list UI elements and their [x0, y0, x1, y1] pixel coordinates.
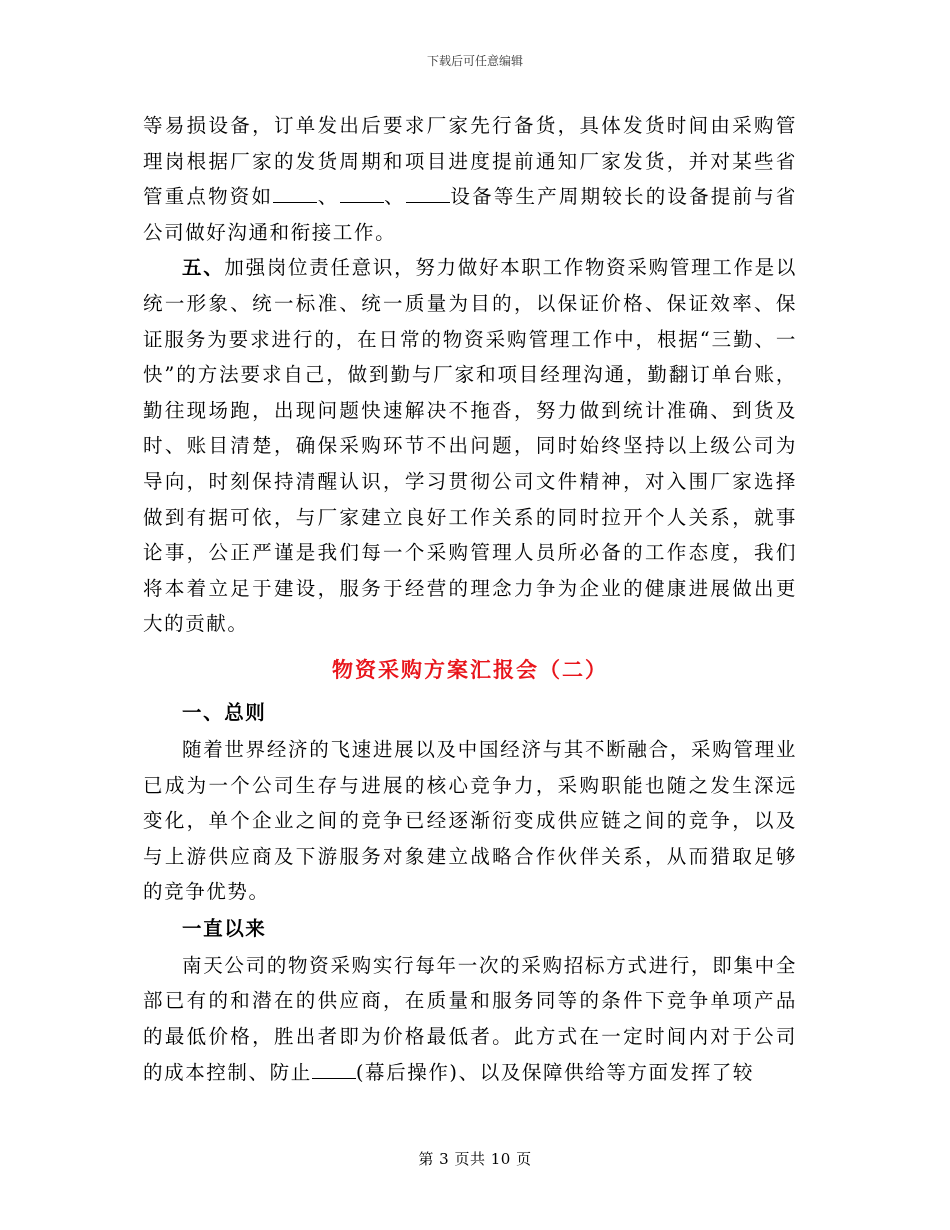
page-number: 第 3 页共 10 页: [418, 1150, 532, 1168]
paragraph-nantian: [143, 948, 797, 1090]
paragraph-responsibility: [143, 250, 797, 642]
paragraph-text: (幕后操作)、以及保障供给等方面发挥了较: [355, 1060, 755, 1084]
fill-blank: [312, 1060, 356, 1079]
page-header: 下载后可任意编辑: [426, 54, 523, 68]
paragraph-text: 加强岗位责任意识，努力做好本职工作物资采购管理工作是以统一形象、统一标准、统一质量为目的，以保证价格、保证效率、保证服务为要求进行的，在日常的物资采购管理工作中，根据“三勤、一快”的方法要求自己，做到勤与厂家和项目经理沟通，勤翻订单台账，勤往现场跑，出现问题快速解决不拖沓，努力做到统计准确、到货及时、账目清楚，确保采购环节不出问题，同时始终坚持以上级公司为导向，时刻保持清醒认识，学习贯彻公司文件精神，对入围厂家选择做到有据可依，与厂家建立良好工作关系的同时拉开个人关系，就事论事，公正严谨是我们每一个采购管理人员所必备的工作态度，我们将本着立足于建设，服务于经营的理念力争为企业的健康进展做出更大的贡献。: [143, 256, 797, 636]
separator: 、: [317, 185, 340, 209]
paragraph-text: 设备等生产周期较长的设备提前与省公司做好沟通和衔接工作。: [143, 185, 798, 244]
fill-blank: [340, 184, 384, 203]
paragraph-text: 南天公司的物资采购实行每年一次的采购招标方式进行，即集中全部已有的和潜在的供应商，在质量和服务同等的条件下竞争单项产品的最低价格，胜出者即为价格最低者。此方式在一定时间内对于公司的成本控制、防止: [143, 953, 797, 1084]
separator: 、: [383, 185, 406, 209]
section-title: 物资采购方案汇报会（二）: [332, 656, 608, 682]
paragraph-equipment: [143, 108, 797, 250]
fill-blank: [273, 184, 317, 203]
paragraph-general: 随着世界经济的飞速进展以及中国经济与其不断融合，采购管理业已成为一个公司生存与进展的核心竞争力，采购职能也随之发生深远变化，单个企业之间的竞争已经逐渐衍变成供应链之间的竞争，以及与上游供应商及下游服务对象建立战略合作伙伴关系，从而猎取足够的竞争优势。: [143, 737, 797, 904]
fill-blank: [406, 184, 450, 203]
document-body: [143, 108, 797, 1090]
paragraph-text: 等易损设备，订单发出后要求厂家先行备货，具体发货时间由采购管理岗根据厂家的发货周期和项目进度提前通知厂家发货，并对某些省管重点物资如: [143, 114, 797, 209]
item-number: 五、: [182, 256, 225, 280]
subheading-always: 一直以来: [182, 916, 267, 940]
subheading-general: 一、总则: [182, 700, 267, 724]
